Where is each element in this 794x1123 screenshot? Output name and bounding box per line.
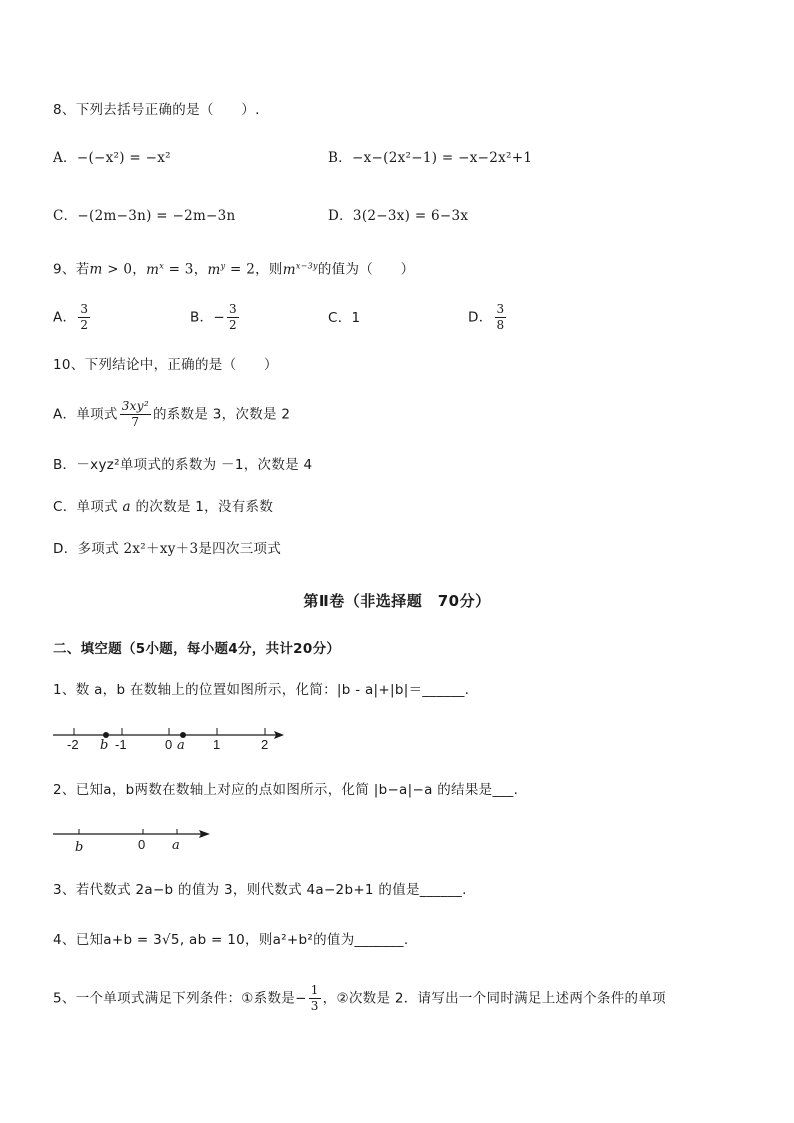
q10-option-d: D．多项式 2x²＋xy＋3是四次三项式 — [53, 541, 282, 557]
q8-option-d: D．3(2−3x) = 6−3x — [328, 208, 469, 224]
q8-stem: 8、下列去括号正确的是（ ）. — [53, 102, 260, 118]
tick-label-0: 0 — [138, 837, 146, 852]
number-line-2 — [53, 829, 210, 855]
tick-label-a: a — [172, 838, 180, 853]
fraction: $\frac{\text{3xy²}}{7}$ — [121, 399, 149, 429]
q8-option-b: B．−x−(2x²−1) = −x−2x²+1 — [328, 150, 533, 166]
q8-option-a: A．−(−x²) = −x² — [53, 150, 171, 166]
q8-option-c: C．−(2m−3n) = −2m−3n — [53, 208, 236, 224]
tick-label: 2 — [261, 737, 269, 752]
fraction: $\frac{3}{2}$ — [80, 302, 89, 332]
q10-option-b: B．－xyz²单项式的系数为 －1，次数是 4 — [53, 457, 313, 473]
fraction: $\frac{3}{8}$ — [496, 302, 505, 332]
f1-stem: 1、数 a，b 在数轴上的位置如图所示，化简：|b - a|+|b|＝______. — [53, 682, 470, 698]
fraction: $\frac{1}{3}$ — [310, 983, 319, 1013]
q9-option-a: A． $\frac{3}{2}$ — [53, 302, 89, 332]
point-label-a: a — [177, 738, 185, 753]
q9-stem: 9、若m > 0，$m^x = 3$，$m^y = 2$，则$m^{x-3y}$的值为（ ） — [53, 261, 415, 278]
tick-label: -1 — [115, 737, 127, 752]
tick-label: -2 — [67, 737, 79, 752]
q10-option-a: A．单项式 $\frac{\text{3xy²}}{7}$ 的系数是 3，次数是 2 — [53, 399, 291, 429]
q9-option-c: C．1 — [328, 310, 361, 326]
f3-stem: 3、若代数式 2a−b 的值为 3，则代数式 4a−2b+1 的值是______. — [53, 882, 467, 898]
q10-stem: 10、下列结论中，正确的是（ ） — [53, 357, 278, 373]
f4-stem: 4、已知a+b = 3√5, ab = 10，则a²+b²的值为_______. — [53, 932, 409, 948]
tick-label-b: b — [75, 840, 84, 855]
f5-stem: 5、一个单项式满足下列条件：①系数是− $\frac{1}{3}$ ，②次数是 2．请写出一个同时满足上述两个条件的单项 — [53, 983, 666, 1013]
tick-label: 1 — [213, 737, 221, 752]
f2-stem: 2、已知a，b两数在数轴上对应的点如图所示，化简 |b−a|−a 的结果是___. — [53, 782, 519, 798]
q10-option-c: C．单项式 a 的次数是 1，没有系数 — [53, 499, 274, 515]
q9-option-d: D． $\frac{3}{8}$ — [468, 302, 505, 332]
number-line-1 — [53, 728, 284, 753]
q9-option-b: B．− $\frac{3}{2}$ — [190, 302, 237, 332]
point-label-b: b — [100, 738, 109, 753]
fill-header: 二、填空题（5小题，每小题4分，共计20分） — [53, 641, 341, 657]
fraction: $\frac{3}{2}$ — [228, 302, 237, 332]
tick-label: 0 — [165, 737, 173, 752]
section-title: 第Ⅱ卷（非选择题 70分） — [303, 592, 491, 610]
